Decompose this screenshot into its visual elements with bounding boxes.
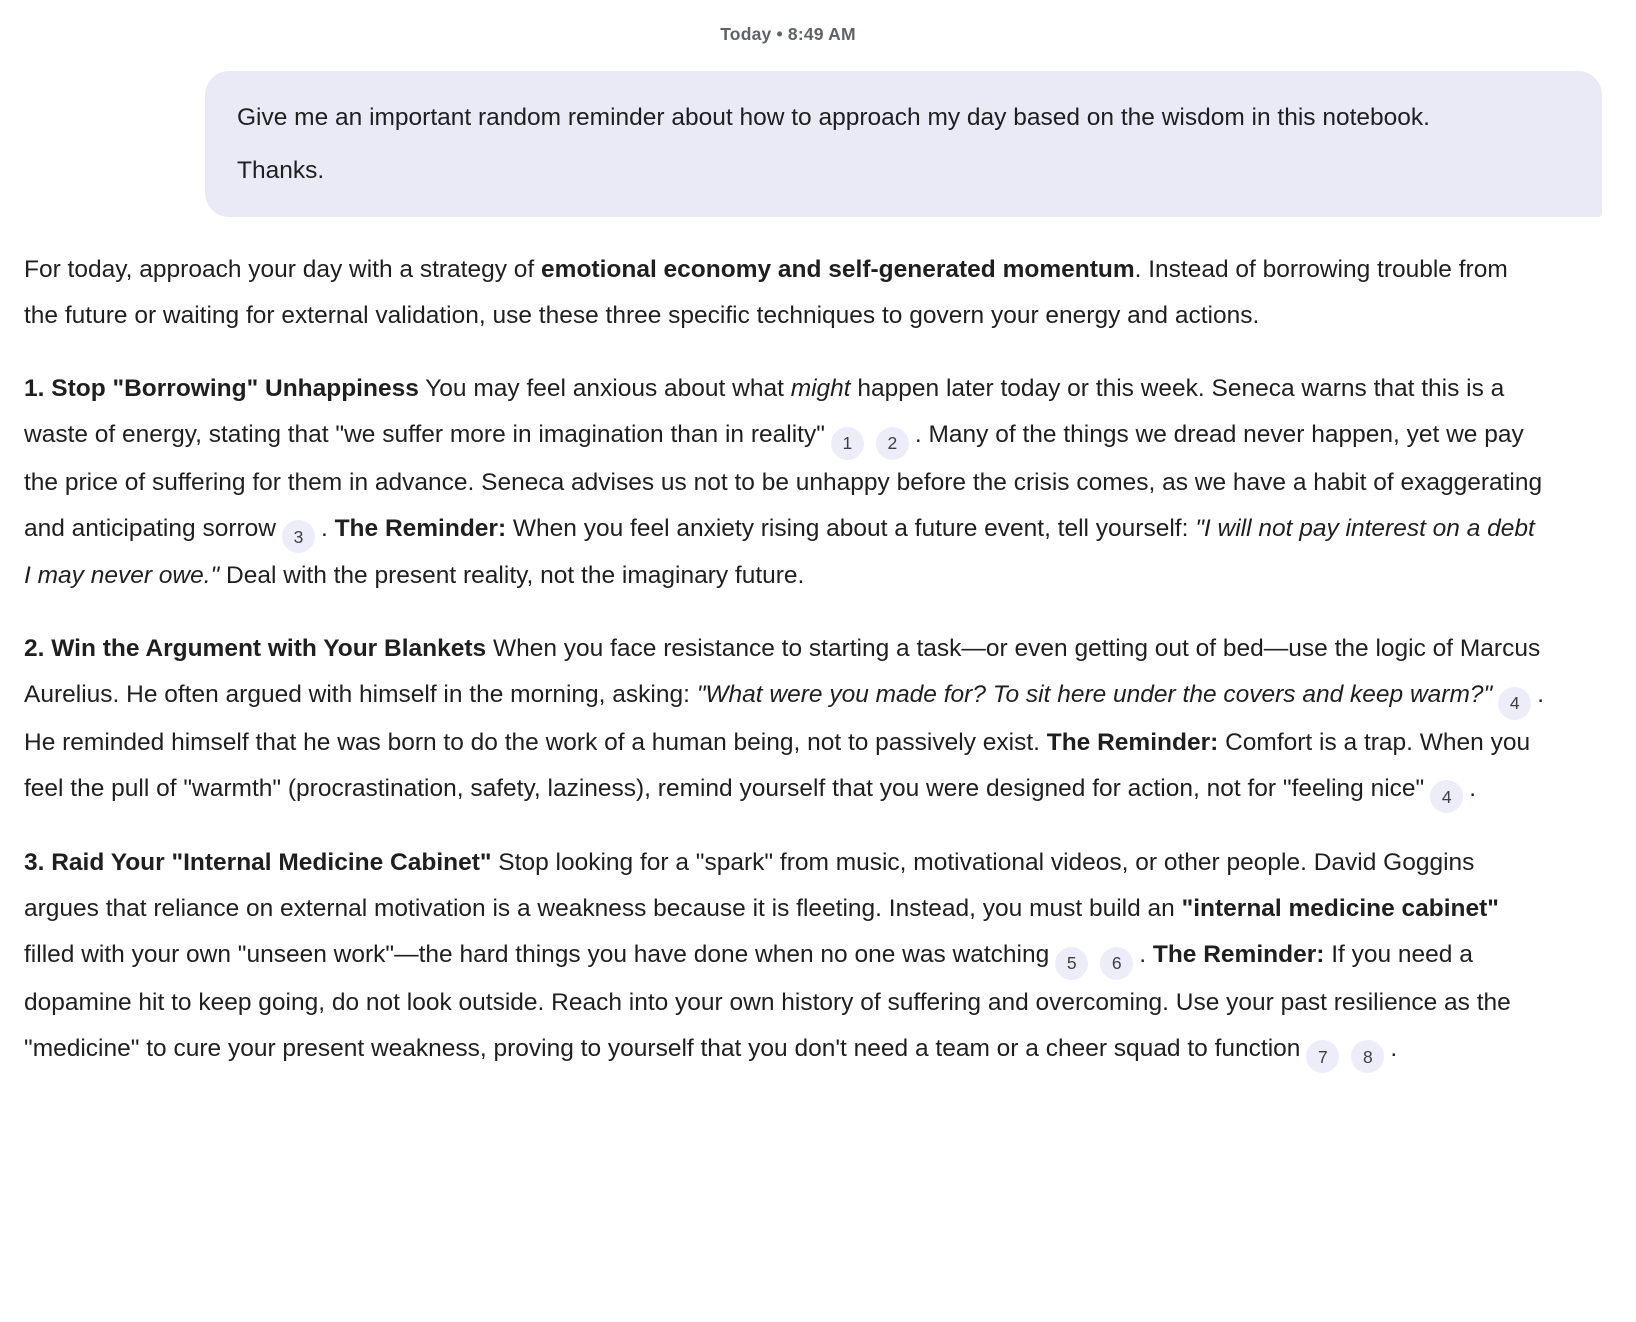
citation-chip[interactable]: 3 [282,520,315,553]
italic-text: might [790,375,851,402]
bold-text: 3. Raid Your "Internal Medicine Cabinet" [24,849,492,876]
response-paragraph [24,626,1544,813]
bold-text: 2. Win the Argument with Your Blankets [24,635,487,662]
timestamp-row [0,24,1576,45]
body-text: . He reminded himself that he was born to do the work of a human being, not to passively exist. [24,681,1544,756]
body-text: happen later today or this week. Seneca warns that this is a waste of energy, stating that "we suffer more in imagination than in reality" [24,375,1505,448]
body-text: When you feel anxiety rising about a future event, tell yourself: [506,514,1196,542]
body-text: If you need a dopamine hit to keep going, do not look outside. Reach into your own history of suffering and overcoming. Use your past resilience as the "medicine" to cure your present weakness, proving to yourself that you don't need a team or a cheer squad to function [24,941,1511,1062]
citation-chip[interactable]: 1 [831,427,864,460]
citation-chip[interactable]: 4 [1430,780,1463,813]
response-paragraph [24,366,1544,599]
body-text: . [1390,1034,1398,1062]
citation-chip[interactable]: 4 [1498,687,1531,720]
bold-text: The Reminder: [1152,941,1325,968]
body-text: . [1469,774,1477,802]
response-paragraph [24,840,1544,1073]
user-message-row [0,71,1636,217]
body-text: Comfort is a trap. When you feel the pull of "warmth" (procrastination, safety, laziness), remind yourself that you were designed for action, not for "feeling nice" [24,728,1531,802]
body-text: Deal with the present reality, not the imaginary future. [219,562,805,589]
italic-text: "What were you made for? To sit here under the covers and keep warm?" [696,681,1493,708]
citation-chip[interactable]: 2 [876,427,909,460]
body-text: When you face resistance to starting a task—or even getting out of bed—use the logic of Marcus Aurelius. He often argued with himself in the morning, asking: [24,635,1541,708]
assistant-response [0,247,1636,1113]
body-text: . Instead of borrowing trouble from the future or waiting for external validation, use these three specific techniques to govern your energy and actions. [24,256,1508,329]
body-text: Stop looking for a "spark" from music, motivational videos, or other people. David Goggins argues that reliance on external motivation is a weakness because it is fleeting. Instead, you must build an [24,849,1475,922]
user-message-text: Give me an important random reminder about how to approach my day based on the wisdom in this notebook. Thanks. [237,104,1430,184]
conversation-timestamp: Today • 8:49 AM [720,24,856,44]
bold-text: 1. Stop "Borrowing" Unhappiness [24,375,419,402]
citation-chip[interactable]: 6 [1100,947,1133,980]
body-text: . [320,514,335,542]
citation-chip[interactable]: 5 [1055,947,1088,980]
citation-chip[interactable]: 7 [1306,1040,1339,1073]
user-message-bubble [205,71,1602,217]
bold-text: The Reminder: [1046,728,1219,756]
citation-chip[interactable]: 8 [1351,1040,1384,1073]
body-text: . Many of the things we dread never happen, yet we pay the price of suffering for them in advance. Seneca advises us not to be unhappy before the crisis comes, as we have a habit of exaggerating and anticipating sorrow [24,421,1543,542]
body-text: filled with your own "unseen work"—the hard things you have done when no one was watching [24,941,1050,968]
body-text: You may feel anxious about what [418,375,791,402]
bold-text: emotional economy and self-generated momentum [541,256,1135,283]
italic-text: "I will not pay interest on a debt I may never owe." [24,514,1535,589]
response-paragraph [24,247,1544,339]
bold-text: The Reminder: [334,514,507,542]
bold-text: "internal medicine cabinet" [1181,895,1499,922]
body-text: For today, approach your day with a strategy of [24,256,542,283]
body-text: . [1139,941,1153,968]
